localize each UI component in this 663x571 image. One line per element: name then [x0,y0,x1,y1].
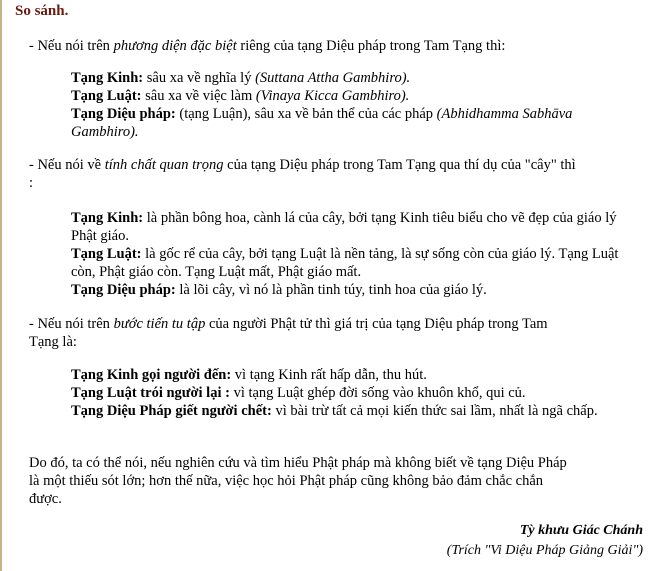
section1-intro [29,37,629,55]
section-heading: So sánh. [15,3,69,19]
item-label: Tạng Kinh gọi người đến: [71,367,232,383]
item-pali: (Vinaya Kicca Gambhiro). [255,88,410,104]
item-text: sâu xa về nghĩa lý [143,70,256,86]
item-pali: (Abhidhamma Sabhāva Gambhiro). [71,106,573,140]
conclusion-paragraph [29,454,629,508]
section1-intro-suffix: riêng của tạng Diệu pháp trong Tam Tạng thì: [236,38,506,54]
section3-item-luat [71,384,641,402]
section3-intro-suffix: của người Phật tử thì giá trị của tạng Diệu pháp trong Tam [205,316,548,332]
item-text: (tạng Luận), sâu xa về bản thể của các pháp [175,106,437,122]
item-text: vì bài trừ tất cả mọi kiến thức sai lầm, nhất là ngã chấp. [271,403,598,419]
section1-item-kinh [71,69,641,87]
item-text: là phần bông hoa, cành lá của cây, bởi tạng Kinh tiêu biểu cho vẽ đẹp của giáo lý Phật giáo. [71,210,617,244]
item-text: sâu xa về việc làm [141,88,256,104]
signature-block [447,521,643,561]
section3-list [71,366,641,420]
section2-intro-italic: tính chất quan trọng [104,157,224,173]
section3-item-kinh [71,366,641,384]
section2-intro-prefix: - Nếu nói về [29,157,105,173]
conclusion-line: là một thiếu sót lớn; hơn thế nữa, việc học hỏi Phật pháp cũng không bảo đảm chắc chắn [29,473,544,489]
item-label: Tạng Diệu pháp: [71,282,176,298]
conclusion-line: được. [29,491,62,507]
section3-intro [29,315,629,351]
item-pali: (Suttana Attha Gambhiro). [255,70,411,86]
section1-list [71,69,641,141]
section1-intro-italic: phương diện đặc biệt [113,38,237,54]
item-label: Tạng Diệu pháp: [71,106,176,122]
section3-intro-prefix: - Nếu nói trên [29,316,114,332]
section3-intro-italic: bước tiến tu tập [113,316,206,332]
section2-intro-line2: : [29,175,34,191]
section2-item-kinh [71,209,641,245]
item-label: Tạng Luật: [71,88,142,104]
item-label: Tạng Luật: [71,246,142,262]
signature-author: Tỳ khưu Giác Chánh [519,523,643,538]
section3-item-dieu-phap [71,402,641,420]
conclusion-line: Do đó, ta có thể nói, nếu nghiên cứu và tìm hiểu Phật pháp mà không biết về tạng Diệu Pháp [29,455,567,471]
section2-intro [29,156,629,192]
signature-source: (Trích "Vi Diệu Pháp Giảng Giải") [446,543,643,558]
section1-intro-prefix: - Nếu nói trên [29,38,114,54]
section2-item-dieu-phap [71,281,641,299]
item-label: Tạng Luật trói người lại : [71,385,230,401]
section1-item-dieu-phap [71,105,641,141]
section2-intro-suffix: của tạng Diệu pháp trong Tam Tạng qua thí dụ của "cây" thì [223,157,576,173]
section2-item-luat [71,245,641,281]
item-text: vì tạng Luật ghép đời sống vào khuôn khổ, qui củ. [229,385,526,401]
item-text: là gốc rể của cây, bởi tạng Luật là nền tảng, là sự sống còn của giáo lý. Tạng Luật còn, Phật giáo còn. Tạng Luật mất, Phật giáo mất. [71,246,619,280]
section1-item-luat [71,87,641,105]
item-text: vì tạng Kinh rất hấp dẫn, thu hút. [231,367,427,383]
item-label: Tạng Kinh: [71,70,144,86]
item-text: là lõi cây, vì nó là phần tinh túy, tinh hoa của giáo lý. [175,282,487,298]
section2-list [71,209,641,299]
section3-intro-line2: Tạng là: [29,334,77,350]
item-label: Tạng Kinh: [71,210,144,226]
item-label: Tạng Diệu Pháp giết người chết: [71,403,272,419]
